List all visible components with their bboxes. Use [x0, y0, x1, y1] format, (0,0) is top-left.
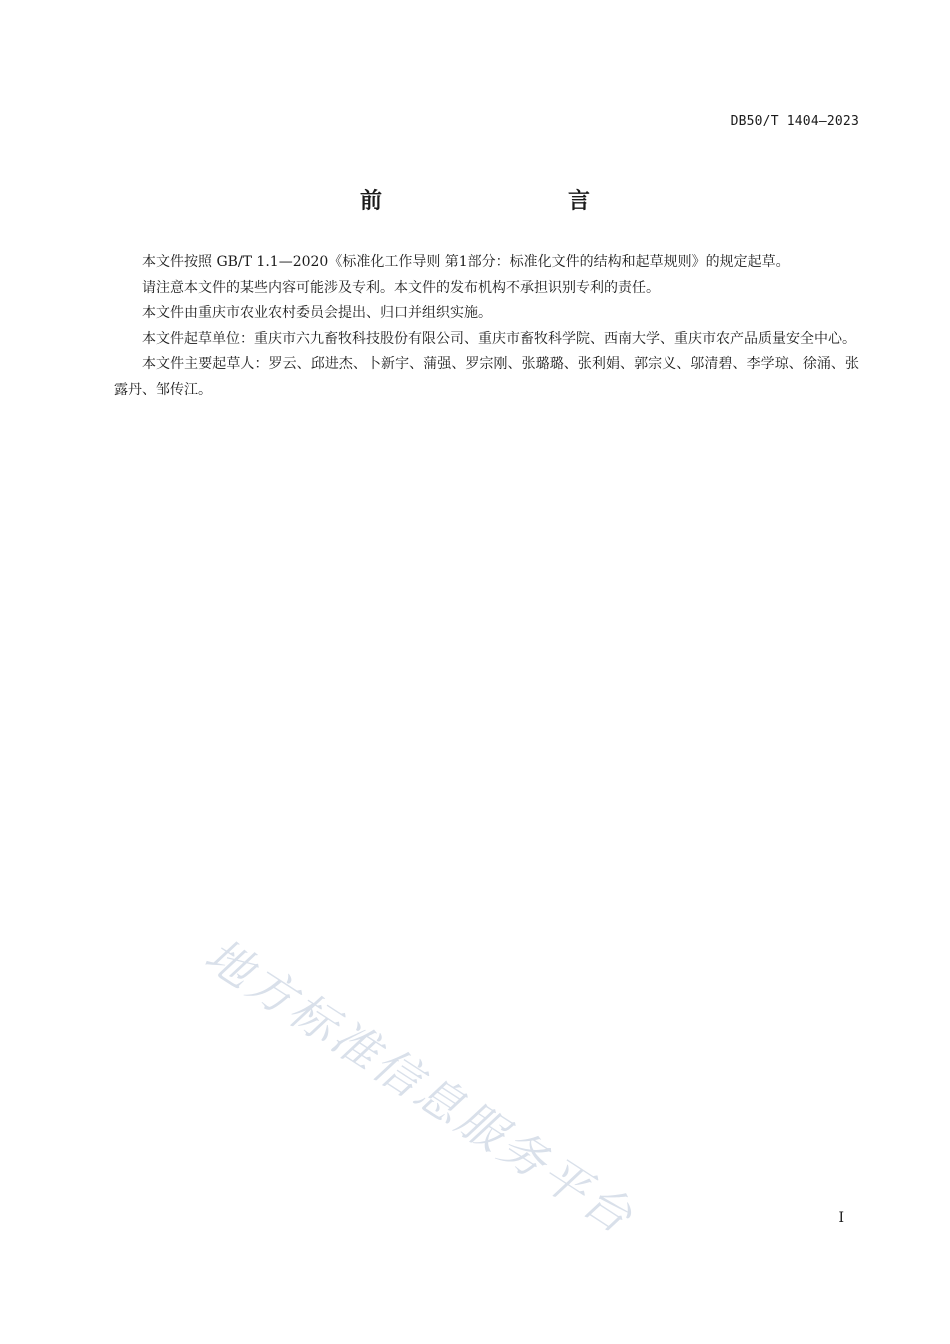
paragraph-patent-notice: 请注意本文件的某些内容可能涉及专利。本文件的发布机构不承担识别专利的责任。	[142, 279, 660, 296]
foreword-body	[114, 250, 859, 403]
watermark: 地方标准信息服务平台	[195, 927, 645, 1246]
paragraph-drafting-rules: 本文件按照 GB/T 1.1—2020《标准化工作导则 第1部分：标准化文件的结构和起草规则》的规定起草。	[142, 254, 790, 270]
page-number: I	[838, 1210, 844, 1226]
page-title: 前 言	[359, 189, 672, 214]
document-number: DB50/T 1404—2023	[730, 114, 859, 129]
paragraph-drafting-units: 本文件起草单位：重庆市六九畜牧科技股份有限公司、重庆市畜牧科学院、西南大学、重庆市农产品质量安全中心。	[142, 330, 856, 347]
paragraph-proposer: 本文件由重庆市农业农村委员会提出、归口并组织实施。	[142, 305, 492, 321]
paragraph-drafters: 本文件主要起草人：罗云、邱进杰、卜新宇、蒲强、罗宗刚、张璐璐、张利娟、郭宗义、邬清碧、李学琼、徐涌、张露丹、邹传江。	[114, 356, 859, 398]
